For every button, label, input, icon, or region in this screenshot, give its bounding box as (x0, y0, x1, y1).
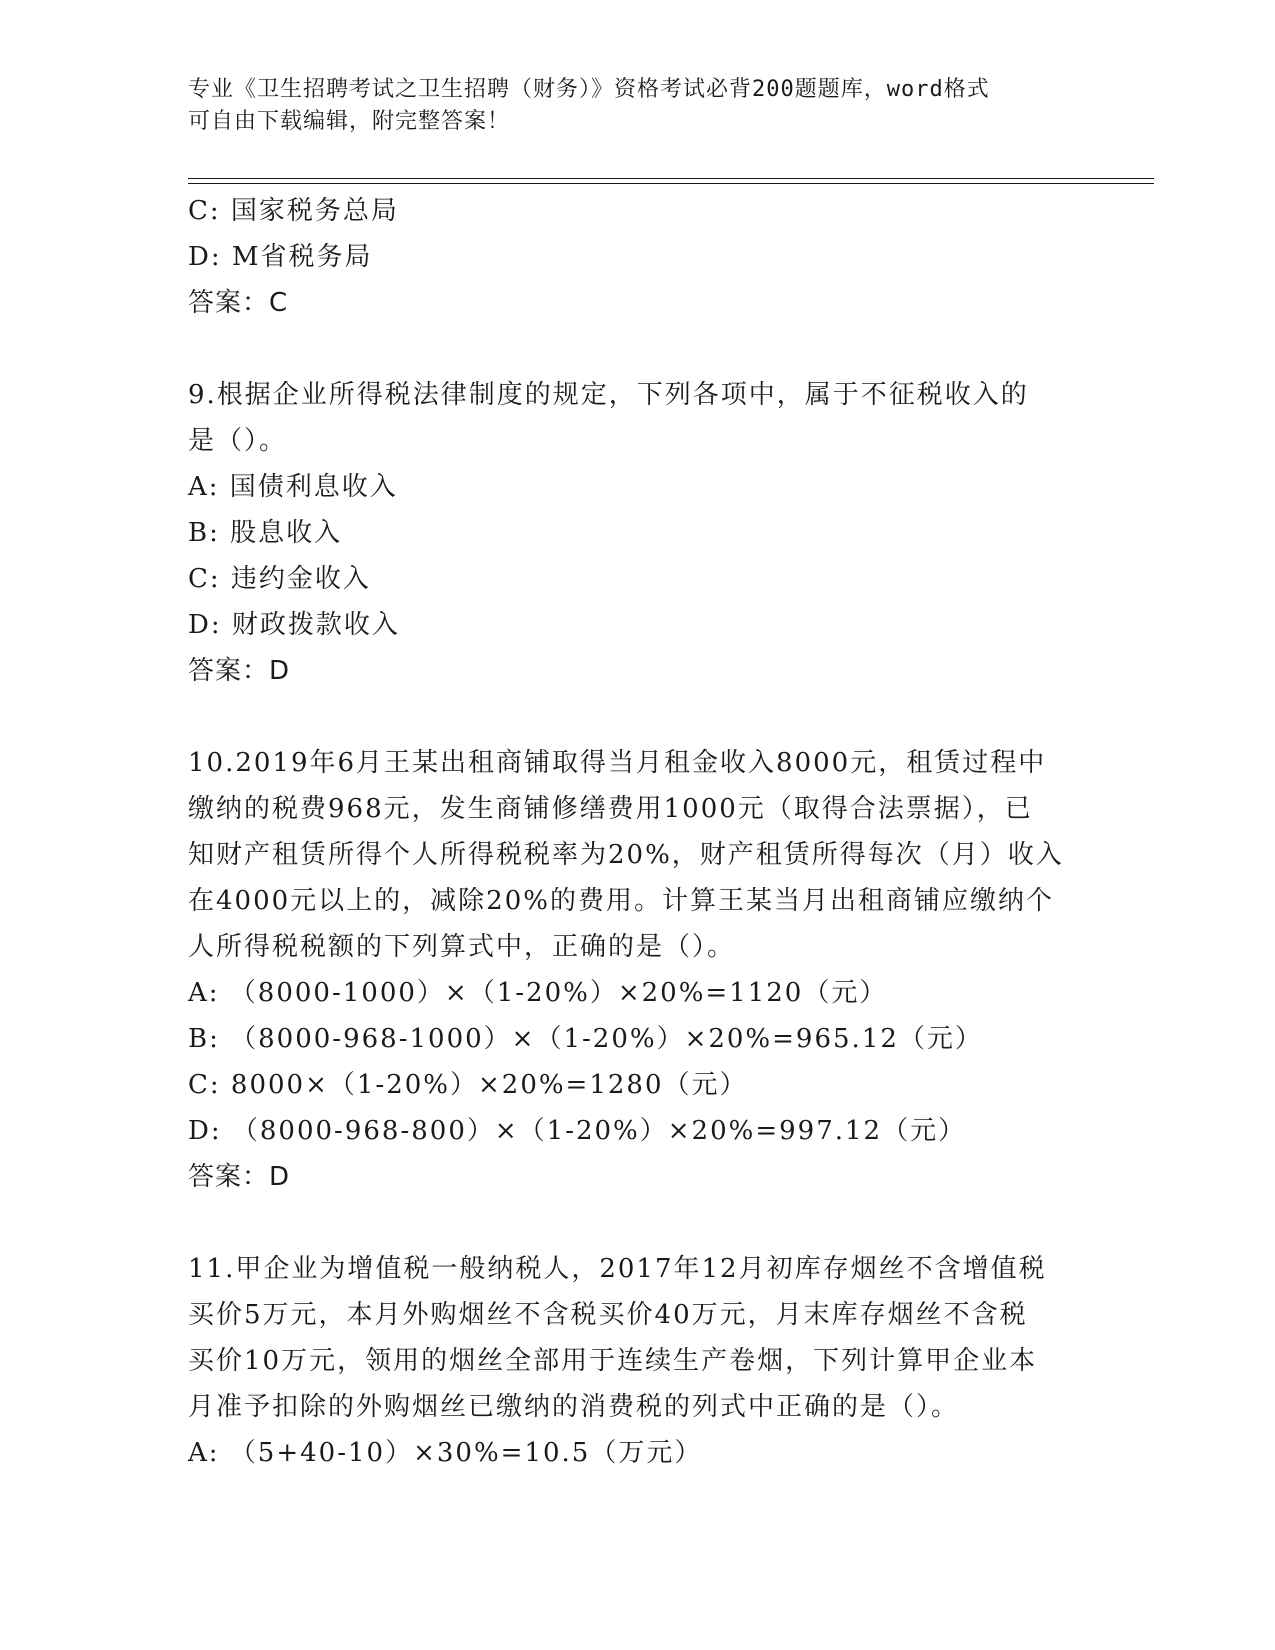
question-block (188, 740, 1088, 1200)
question-text-line: 在4000元以上的，减除20%的费用。计算王某当月出租商铺应缴纳个 (188, 886, 1054, 916)
answer-value: C (269, 288, 289, 318)
option-d: D: 财政拨款收入 (188, 610, 400, 640)
question-text-line: 人所得税税额的下列算式中，正确的是（）。 (188, 932, 736, 962)
document-body (188, 188, 1088, 1476)
option-c: C: 违约金收入 (188, 564, 371, 594)
document-header (188, 74, 1068, 138)
question-text-line: 知财产租赁所得个人所得税税率为20%，财产租赁所得每次（月）收入 (188, 840, 1064, 870)
answer-value: D (269, 656, 291, 686)
header-line-2: 可自由下载编辑，附完整答案！ (188, 109, 511, 134)
question-text-line: 月准予扣除的外购烟丝已缴纳的消费税的列式中正确的是（）。 (188, 1392, 960, 1422)
option-d: D: （8000-968-800）×（1-20%）×20%=997.12（元） (188, 1116, 967, 1146)
question-text-line: 9.根据企业所得税法律制度的规定，下列各项中，属于不征税收入的 (188, 380, 1029, 410)
answer-line (188, 648, 1088, 694)
answer-label: 答案： (188, 656, 270, 686)
answer-line (188, 280, 1088, 326)
question-block (188, 188, 1088, 326)
option-b: B: 股息收入 (188, 518, 343, 548)
option-a: A: （5+40-10）×30%=10.5（万元） (188, 1438, 703, 1468)
answer-line (188, 1154, 1088, 1200)
question-text-line: 买价5万元，本月外购烟丝不含税买价40万元，月末库存烟丝不含税 (188, 1300, 1028, 1330)
option-a: A: 国债利息收入 (188, 472, 398, 502)
option-d: D: M省税务局 (188, 242, 373, 272)
question-text-line: 买价10万元，领用的烟丝全部用于连续生产卷烟，下列计算甲企业本 (188, 1346, 1038, 1376)
answer-label: 答案： (188, 1162, 270, 1192)
option-b: B: （8000-968-1000）×（1-20%）×20%=965.12（元） (188, 1024, 983, 1054)
question-text-line: 10.2019年6月王某出租商铺取得当月租金收入8000元，租赁过程中 (188, 748, 1047, 778)
question-text-line: 是（）。 (188, 426, 288, 456)
question-block (188, 1246, 1088, 1476)
option-c: C: 国家税务总局 (188, 196, 399, 226)
answer-value: D (269, 1162, 291, 1192)
question-text-line: 缴纳的税费968元，发生商铺修缮费用1000元（取得合法票据），已 (188, 794, 1033, 824)
option-a: A: （8000-1000）×（1-20%）×20%=1120（元） (188, 978, 888, 1008)
answer-label: 答案： (188, 288, 270, 318)
header-line-1: 专业《卫生招聘考试之卫生招聘（财务）》资格考试必背200题题库，word格式 (188, 77, 990, 102)
question-block (188, 372, 1088, 694)
question-text-line: 11.甲企业为增值税一般纳税人，2017年12月初库存烟丝不含增值税 (188, 1254, 1047, 1284)
header-divider-bottom (188, 183, 1154, 184)
header-divider-top (188, 178, 1154, 179)
option-c: C: 8000×（1-20%）×20%=1280（元） (188, 1070, 748, 1100)
